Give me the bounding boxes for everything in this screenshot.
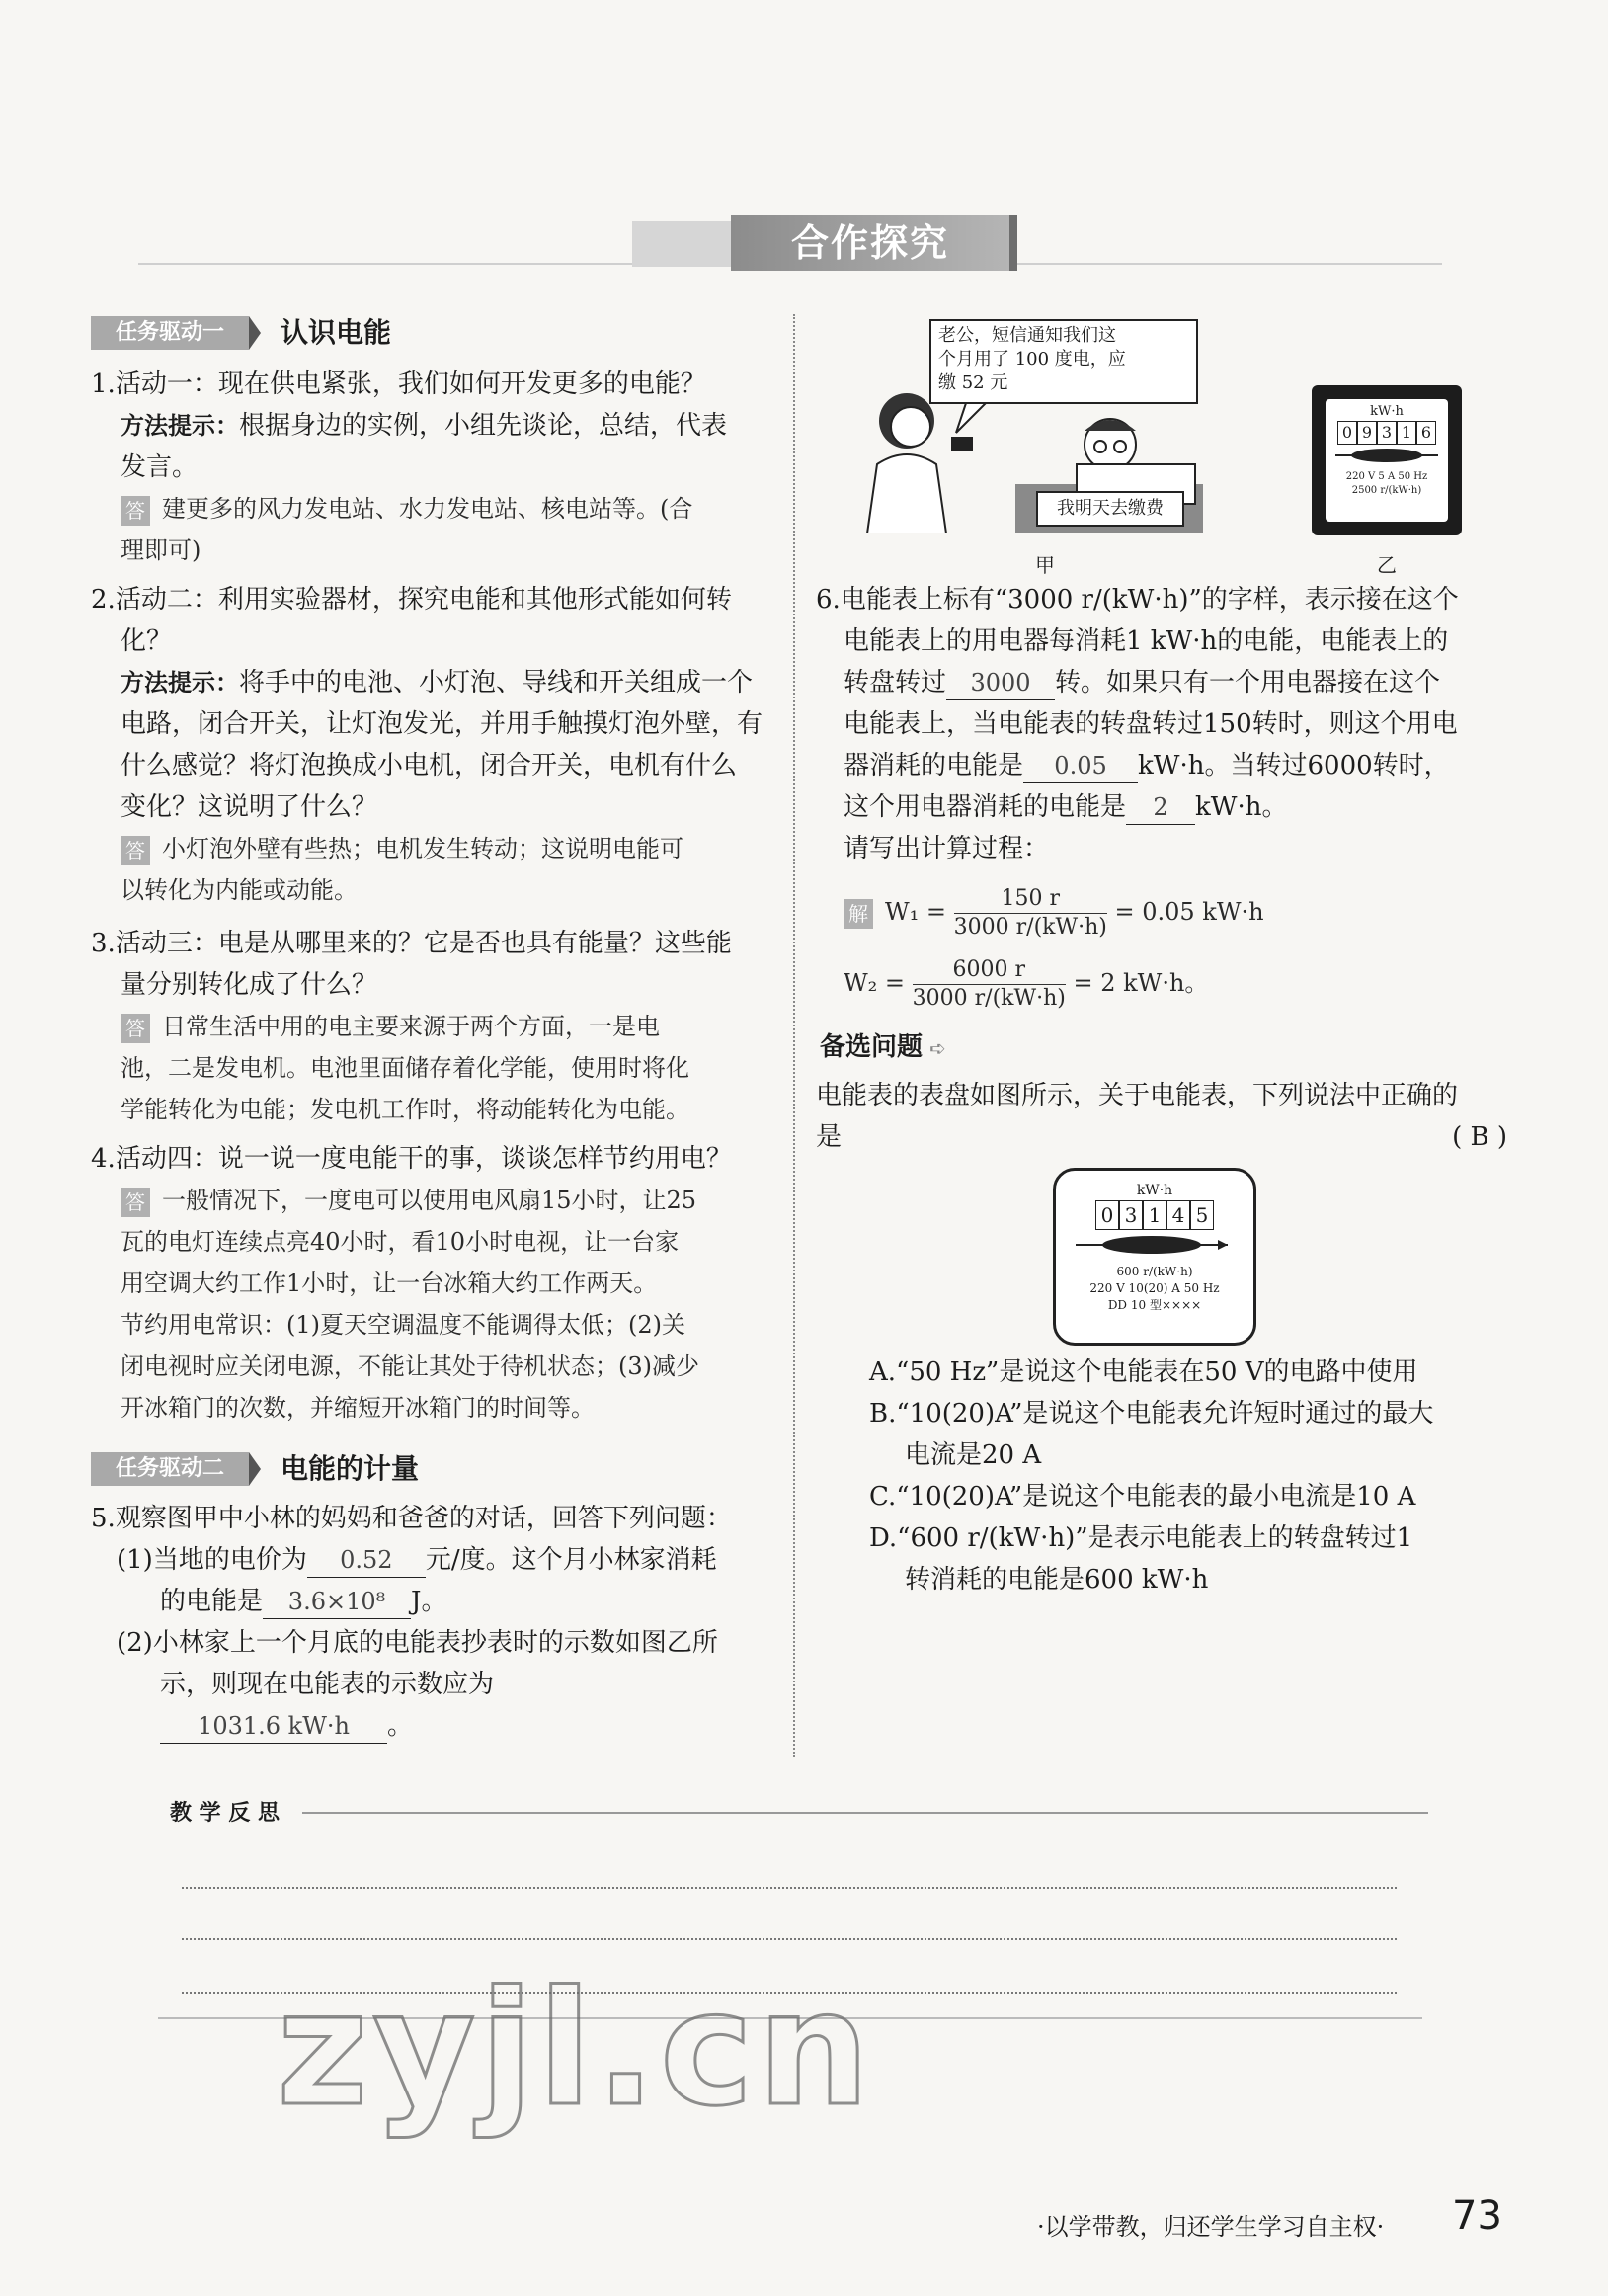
answer-icon: 答 [121,1014,150,1043]
alt-question-stem: 电能表的表盘如图所示，关于电能表，下列说法中正确的 是 ( B ) [816,1075,1507,1158]
answer-blank: 3000 [946,666,1055,700]
meter-unit: kW·h [1136,1183,1173,1198]
meter-digit: 3 [1377,421,1397,445]
alt-options: A.“50 Hz”是说这个电能表在50 V的电路中使用 B.“10(20)A”是说这个电能表允许短时通过的最大 电流是20 A C.“10(20)A”是说这个电能表的最小电流是10 A D.“600 r/(kW·h)”是表示电能表上的转盘转过1 转消耗的电能是600 kW·h [869,1352,1511,1600]
meter-digit: 3 [1119,1200,1143,1230]
meter-digit: 0 [1095,1200,1119,1230]
meter-digit: 1 [1143,1200,1166,1230]
meter-digits [1326,421,1448,445]
meter-unit: kW·h [1370,404,1404,419]
answer-blank: 1031.6 kW·h [160,1709,387,1744]
page-number: 73 [1452,2193,1502,2239]
meter-digit: 0 [1337,421,1357,445]
reflection-rule [302,1812,1428,1814]
answer-choice: ( B ) [1452,1122,1507,1152]
answer-icon: 答 [121,836,150,865]
meter-disc-icon [1326,445,1448,466]
question-6: 6.电能表上标有“3000 r/(kW·h)”的字样，表示接在这个 电能表上的用电器每消耗1 kW·h的电能，电能表上的 转盘转过 3000 转。如果只有一个用电器接在这个 电能表上，当电能表的转盘转过150转时，则这个用电 器消耗的电能是 0.05 kW·h。当转过6000转时， 这个用电器消耗的电能是 2 kW·h。 请写出计算过程： [816,585,1459,863]
section-banner: 合作探究 [731,215,1017,271]
answer-blank: 0.52 [307,1543,426,1578]
option-c: C.“10(20)A”是说这个电能表的最小电流是10 A [869,1482,1416,1512]
question-4: 4.活动四：说一说一度电能干的事，谈谈怎样节约用电？ 答 一般情况下，一度电可以使用电风扇15小时，让25 瓦的电灯连续点亮40小时，看10小时电视，让一台家 用空调大约工作1小时，让一台冰箱大约工作两天。 节约用电常识：(1)夏天空调温度不能调得太低；(2)关 闭电视时应关闭电源，不能让其处于待机状态；(3)减少 开冰箱门的次数，并缩短开冰箱门的时间等。 [91,1144,732,1422]
meter-spec: DD 10 型×××× [1107,1298,1202,1312]
meter-digit: 6 [1416,421,1436,445]
alt-question-title: 备选问题 ➪ [820,1032,946,1062]
solution-icon: 解 [844,899,873,929]
meter-digit: 9 [1357,421,1377,445]
caption-a: 甲 [1035,553,1055,577]
answer-icon: 答 [121,1188,150,1217]
writing-line [182,1887,1397,1889]
section-title-2: 电能的计量 [281,1452,420,1485]
fraction: $\frac{150 r}{3000 r/(kW\cdot h)}$ [953,886,1107,940]
answer-blank: 3.6×10⁸ [263,1585,411,1619]
speech-bubble-bottom: 我明天去缴费 [1057,498,1164,519]
meter-spec: 220 V 10(20) A 50 Hz [1089,1281,1220,1295]
caption-b: 乙 [1377,553,1397,577]
section-title-1: 认识电能 [281,316,392,349]
meter-digits [1056,1200,1253,1230]
figure-a [847,316,1223,533]
column-divider [793,314,795,1757]
meter-digit: 5 [1190,1200,1214,1230]
tag-arrow-icon [249,316,261,350]
reflection-title: 教 学 反 思 [170,1801,280,1826]
meter-spec: 600 r/(kW·h) [1116,1265,1193,1278]
banner-decoration [632,221,731,267]
solution-w2: W₂ = $\frac{6000 r}{3000 r/(kW\cdot h)}$ = 2 kW·h。 [844,957,1209,1011]
footer-slogan: ·以学带教，归还学生学习自主权· [1037,2213,1385,2241]
figure-b-meter [1312,385,1462,535]
meter-spec: 2500 r/(kW·h) [1351,485,1422,496]
question-1: 1.活动一：现在供电紧张，我们如何开发更多的电能？ 方法提示：根据身边的实例，小组先谈论，总结，代表 发言。 答 建更多的风力发电站、水力发电站、核电站等。(合 理即可) [91,369,728,564]
solution-w1: 解 W₁ = $\frac{150 r}{3000 r/(kW\cdot h)}$ = 0.05 kW·h [844,885,1486,942]
speech-bubble-top: 老公，短信通知我们这 个月用了 100 度电，应 缴 52 元 [938,325,1126,393]
question-5: 5.观察图甲中小林的妈妈和爸爸的对话，回答下列问题： (1)当地的电价为 0.52 元/度。这个月小林家消耗 的电能是 3.6×10⁸ J。 (2)小林家上一个月底的电能表抄表时的示数如图乙所 示，则现在电能表的示数应为 1031.6 kW·h 。 [91,1498,772,1747]
answer-icon: 答 [121,496,150,526]
answer-blank: 2 [1126,790,1195,825]
tag-arrow-icon [249,1452,261,1486]
answer-blank: 0.05 [1023,749,1138,783]
meter-digit: 1 [1397,421,1416,445]
watermark: zyjl.cn [277,1956,874,2141]
task-tag-2: 任务驱动二 [91,1452,249,1486]
question-2: 2.活动二：利用实验器材，探究电能和其他形式能如何转 化？ 方法提示：将手中的电池、小灯泡、导线和开关组成一个 电路，闭合开关，让灯泡发光，并用手触摸灯泡外壁，有 什么感觉？将灯泡换成小电机，闭合开关，电机有什么 变化？这说明了什么？ 答 小灯泡外壁有些热；电机发生转动；这说明电能可 以转化为内能或动能。 [91,585,764,904]
writing-line [182,1938,1397,1940]
question-3: 3.活动三：电是从哪里来的？它是否也具有能量？这些能 量分别转化成了什么？ 答 日常生活中用的电主要来源于两个方面，一是电 池，二是发电机。电池里面储存着化学能，使用时将化 学能转化为电能；发电机工作时，将动能转化为电能。 [91,929,732,1123]
arrow-right-icon: ➪ [923,1036,946,1060]
option-d: D.“600 r/(kW·h)”是表示电能表上的转盘转过1 [869,1523,1413,1553]
meter-digit: 4 [1166,1200,1190,1230]
option-a: A.“50 Hz”是说这个电能表在50 V的电路中使用 [869,1357,1418,1387]
alt-meter [1053,1168,1256,1346]
option-b: B.“10(20)A”是说这个电能表允许短时通过的最大 [869,1399,1434,1429]
meter-disc-icon [1056,1230,1247,1260]
task-tag-1: 任务驱动一 [91,316,249,350]
fraction: $\frac{6000 r}{3000 r/(kW\cdot h)}$ [912,957,1066,1011]
meter-spec: 220 V 5 A 50 Hz [1345,471,1428,482]
